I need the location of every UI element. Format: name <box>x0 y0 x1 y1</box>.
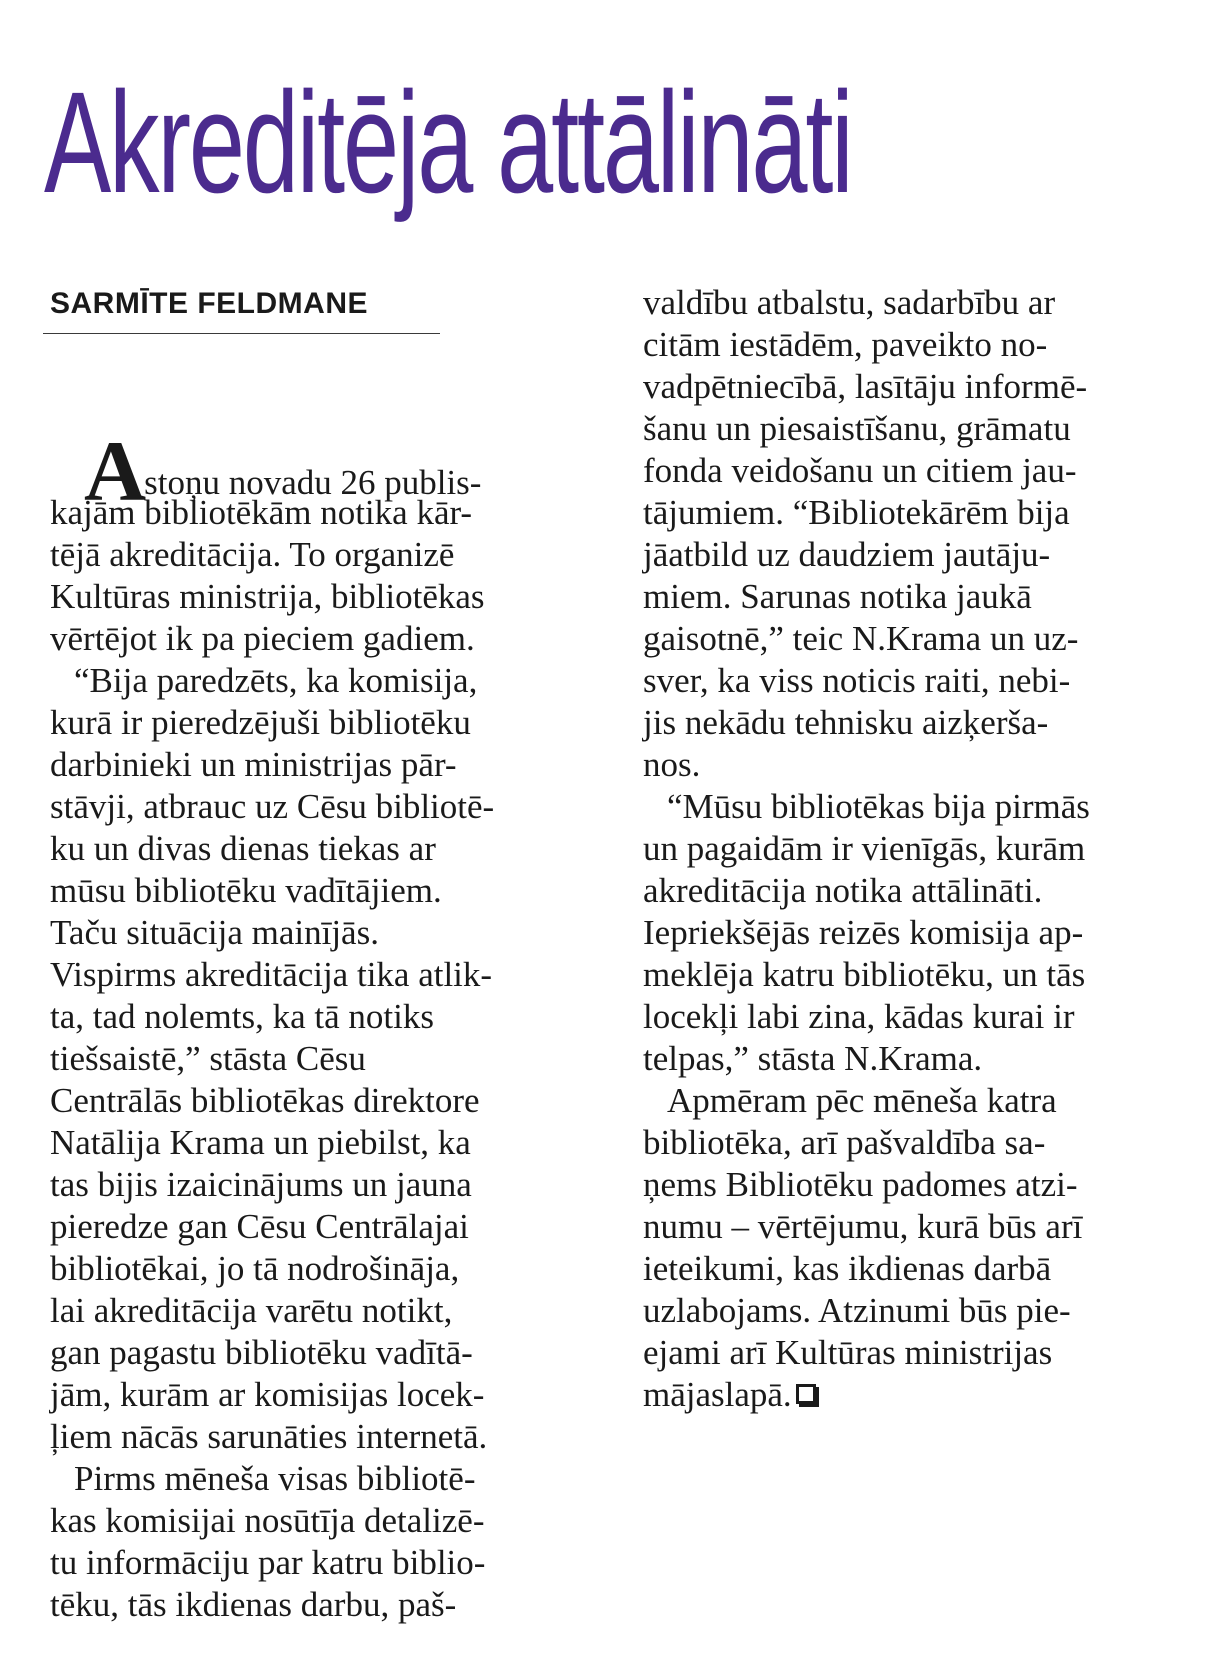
article-text: Centrālās bibliotēkas direktore <box>50 1081 480 1120</box>
article-text: Vispirms akreditācija tika atlik- <box>50 955 493 994</box>
article-text: stoņu novadu 26 publis- <box>144 463 482 502</box>
article-text: vadpētniecībā, lasītāju informē- <box>643 367 1088 406</box>
hollow-square-icon <box>796 1384 816 1404</box>
article-text-line <box>50 1164 590 1206</box>
article-text-line <box>50 1206 590 1248</box>
article-text-line <box>50 1080 590 1122</box>
article-text: “Bija paredzēts, ka komisija, <box>74 661 478 700</box>
article-text: stāvji, atbrauc uz Cēsu bibliotē- <box>50 787 495 826</box>
article-text: tājumiem. “Bibliotekārēm bija <box>643 493 1070 532</box>
article-text-line <box>50 576 590 618</box>
article-text-line <box>50 1038 590 1080</box>
article-text: kajām bibliotēkām notika kār- <box>50 493 473 532</box>
article-text: Iepriekšējās reizēs komisija ap- <box>643 913 1084 952</box>
article-text: vērtējot ik pa pieciem gadiem. <box>50 619 475 658</box>
article-text: ļiem nācās sarunāties internetā. <box>50 1417 488 1456</box>
article-text-line <box>643 618 1183 660</box>
article-text: tas bijis izaicinājums un jauna <box>50 1165 472 1204</box>
article-text: ejami arī Kultūras ministrijas <box>643 1333 1053 1372</box>
article-text-line <box>643 786 1183 828</box>
article-text-line <box>643 1374 1183 1416</box>
article-text-line <box>50 954 590 996</box>
article-text: tiešsaistē,” stāsta Cēsu <box>50 1039 366 1078</box>
article-text: Kultūras ministrija, bibliotēkas <box>50 577 485 616</box>
article-text-line <box>50 786 590 828</box>
article-text-line <box>643 366 1183 408</box>
article-text: bibliotēka, arī pašvaldība sa- <box>643 1123 1046 1162</box>
article-text-line <box>50 1416 590 1458</box>
article-byline: SARMĪTE FELDMANE <box>50 287 368 320</box>
article-text: gaisotnē,” teic N.Krama un uz- <box>643 619 1079 658</box>
article-text-line <box>50 618 590 660</box>
article-text: uzlabojams. Atzinumi būs pie- <box>643 1291 1071 1330</box>
article-text: mūsu bibliotēku vadītājiem. <box>50 871 442 910</box>
article-text-line <box>643 408 1183 450</box>
article-headline: Akreditēja attālināti <box>44 62 852 223</box>
article-text-line <box>50 1500 590 1542</box>
article-text-line <box>643 1290 1183 1332</box>
article-text: ku un divas dienas tiekas ar <box>50 829 436 868</box>
article-text-line <box>50 912 590 954</box>
article-text-line <box>50 534 590 576</box>
article-text: jām, kurām ar komisijas locek- <box>50 1375 485 1414</box>
article-text-line <box>643 534 1183 576</box>
article-text: jāatbild uz daudziem jautāju- <box>643 535 1051 574</box>
article-text-line <box>50 1290 590 1332</box>
article-text-line <box>643 870 1183 912</box>
article-text: “Mūsu bibliotēkas bija pirmās <box>667 787 1090 826</box>
article-text: Apmēram pēc mēneša katra <box>667 1081 1057 1120</box>
article-column-right <box>643 282 1183 1416</box>
article-text-line <box>643 1248 1183 1290</box>
article-text: pieredze gan Cēsu Centrālajai <box>50 1207 469 1246</box>
article-text-line <box>643 1332 1183 1374</box>
article-text: kurā ir pieredzējuši bibliotēku <box>50 703 471 742</box>
article-text-line <box>643 828 1183 870</box>
article-text: citām iestādēm, paveikto no- <box>643 325 1048 364</box>
article-text: nos. <box>643 745 701 784</box>
article-text: tējā akreditācija. To organizē <box>50 535 455 574</box>
article-text: akreditācija notika attālināti. <box>643 871 1043 910</box>
article-text-line <box>643 660 1183 702</box>
article-text-line <box>50 870 590 912</box>
article-text-line <box>643 450 1183 492</box>
article-text-line <box>50 744 590 786</box>
article-text-line <box>643 1164 1183 1206</box>
article-text-line <box>50 1458 590 1500</box>
article-text: mājaslapā. <box>643 1375 792 1414</box>
article-text-line <box>50 1584 590 1626</box>
article-text-line <box>50 1332 590 1374</box>
article-text: sver, ka viss noticis raiti, nebi- <box>643 661 1071 700</box>
article-text: šanu un piesaistīšanu, grāmatu <box>643 409 1071 448</box>
article-text: bibliotēkai, jo tā nodrošināja, <box>50 1249 460 1288</box>
article-text: numu – vērtējumu, kurā būs arī <box>643 1207 1083 1246</box>
article-text: tu informāciju par katru biblio- <box>50 1543 486 1582</box>
article-text: jis nekādu tehnisku aizķerša- <box>643 703 1049 742</box>
article-text-line <box>50 1248 590 1290</box>
article-text: Natālija Krama un piebilst, ka <box>50 1123 471 1162</box>
article-text: fonda veidošanu un citiem jau- <box>643 451 1077 490</box>
article-text: valdību atbalstu, sadarbību ar <box>643 283 1056 322</box>
article-text: un pagaidām ir vienīgās, kurām <box>643 829 1086 868</box>
article-text-line <box>50 1122 590 1164</box>
article-text-line <box>643 912 1183 954</box>
article-text: tēku, tās ikdienas darbu, paš- <box>50 1585 457 1624</box>
article-column-left <box>50 423 590 1626</box>
article-text-line <box>643 324 1183 366</box>
byline-divider <box>43 333 440 334</box>
article-text-line <box>50 1374 590 1416</box>
article-text: meklēja katru bibliotēku, un tās <box>643 955 1086 994</box>
article-text-line <box>643 576 1183 618</box>
article-text: Taču situācija mainījās. <box>50 913 379 952</box>
article-text-line <box>643 1080 1183 1122</box>
article-text: telpas,” stāsta N.Krama. <box>643 1039 983 1078</box>
article-text-line <box>643 744 1183 786</box>
article-text: lai akreditācija varētu notikt, <box>50 1291 453 1330</box>
article-text-line <box>50 828 590 870</box>
article-text: miem. Sarunas notika jaukā <box>643 577 1032 616</box>
article-text: ta, tad nolemts, ka tā notiks <box>50 997 434 1036</box>
article-text: kas komisijai nosūtīja detalizē- <box>50 1501 485 1540</box>
article-text-line <box>50 492 590 534</box>
article-text: Pirms mēneša visas bibliotē- <box>74 1459 476 1498</box>
article-text-line <box>643 492 1183 534</box>
article-text: ņems Bibliotēku padomes atzi- <box>643 1165 1078 1204</box>
article-text-line <box>50 996 590 1038</box>
article-text: locekļi labi zina, kādas kurai ir <box>643 997 1075 1036</box>
article-text-line <box>643 702 1183 744</box>
article-text-line <box>643 1122 1183 1164</box>
article-text-line <box>643 1038 1183 1080</box>
article-text-line <box>643 1206 1183 1248</box>
article-text-line <box>50 660 590 702</box>
article-text: darbinieki un ministrijas pār- <box>50 745 457 784</box>
article-text-line <box>50 702 590 744</box>
article-text-line <box>50 1542 590 1584</box>
article-text: ieteikumi, kas ikdienas darbā <box>643 1249 1052 1288</box>
article-text: gan pagastu bibliotēku vadītā- <box>50 1333 473 1372</box>
drop-cap: A <box>84 423 147 519</box>
article-text-line <box>643 996 1183 1038</box>
article-text-line <box>643 954 1183 996</box>
article-text-line <box>643 282 1183 324</box>
